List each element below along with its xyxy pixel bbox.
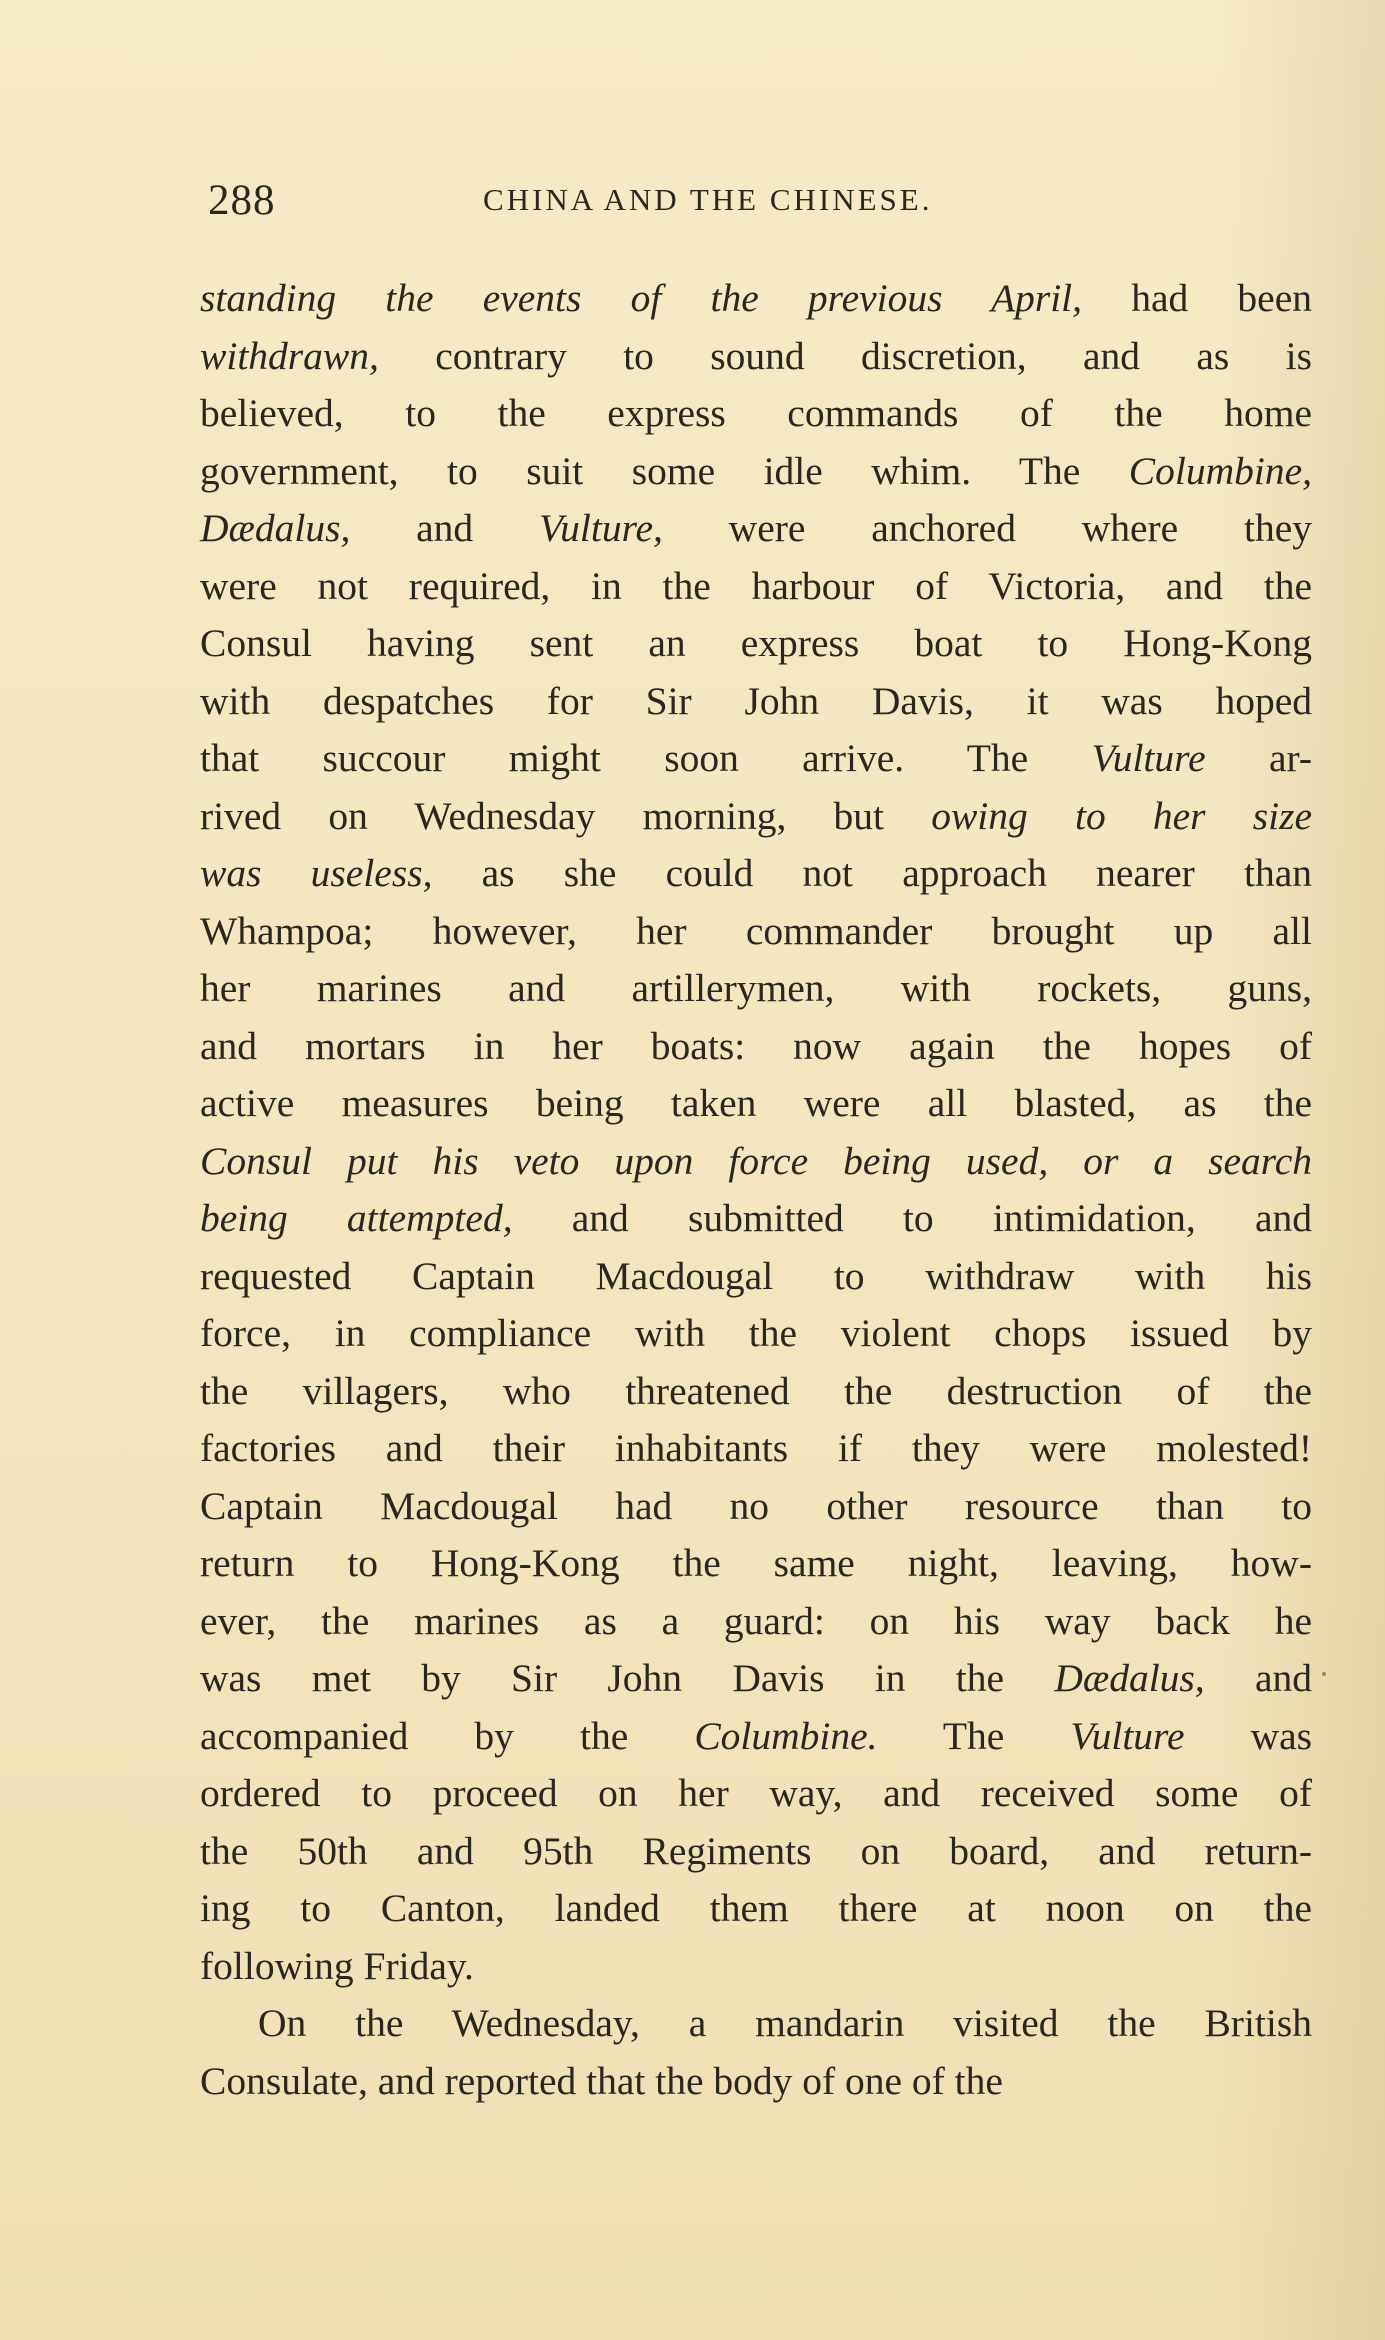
text-line [200, 2053, 1312, 2111]
text-span: factories and their inhabitants if they were molested! [200, 1426, 1312, 1470]
text-line [200, 845, 1312, 903]
text-span: and [1204, 1656, 1312, 1700]
text-line [200, 1075, 1312, 1133]
text-line [200, 1018, 1312, 1076]
text-span: contrary to sound discretion, and as is [378, 333, 1312, 378]
text-line [200, 960, 1312, 1018]
margin-mark [1322, 1672, 1326, 1676]
italic-text: Columbine. [694, 1713, 878, 1758]
italic-text: Vulture [1070, 1713, 1185, 1758]
text-span: that succour might soon arrive. The [200, 736, 1092, 780]
text-span: On the Wednesday, a mandarin visited the British [258, 2001, 1312, 2045]
text-line [200, 1478, 1312, 1536]
text-span: was met by Sir John Davis in the [200, 1656, 1055, 1700]
text-span: believed, to the express commands of the home [200, 391, 1312, 435]
text-span: ordered to proceed on her way, and received some of [200, 1771, 1312, 1815]
text-line [200, 788, 1312, 846]
text-line [200, 1133, 1312, 1191]
text-line [200, 270, 1312, 328]
text-line [200, 1650, 1312, 1708]
text-span: requested Captain Macdougal to withdraw with his [200, 1253, 1312, 1298]
text-span: her marines and artillerymen, with rockets, guns, [200, 966, 1312, 1010]
text-line [200, 1593, 1312, 1651]
text-line [200, 1535, 1312, 1593]
italic-text: Vulture [1091, 736, 1206, 780]
text-span: and [350, 506, 539, 550]
text-span: The [877, 1713, 1071, 1758]
text-span: with despatches for Sir John Davis, it was hoped [200, 678, 1312, 723]
text-line [200, 730, 1312, 788]
italic-text: Dædalus, [1054, 1656, 1205, 1700]
text-span: were anchored where they [662, 506, 1312, 550]
text-line [200, 1823, 1312, 1881]
italic-text: being attempted, [200, 1196, 513, 1240]
text-span: government, to suit some idle whim. The [200, 448, 1129, 493]
text-span: were not required, in the harbour of Victoria, and the [200, 563, 1312, 608]
italic-text: withdrawn, [200, 333, 379, 378]
text-span: had been [1082, 276, 1312, 320]
text-span: the villagers, who threatened the destruction of the [200, 1368, 1312, 1413]
text-span: was [1184, 1713, 1312, 1758]
italic-text: owing to her size [931, 793, 1312, 838]
text-span: and submitted to intimidation, and [512, 1196, 1312, 1240]
text-line [200, 1248, 1312, 1306]
text-span: ing to Canton, landed them there at noon on the [200, 1886, 1312, 1930]
italic-text: was useless, [200, 851, 433, 895]
text-span: rived on Wednesday morning, but [200, 793, 932, 838]
text-line [200, 1880, 1312, 1938]
text-line [200, 1938, 1312, 1996]
text-span: Captain Macdougal had no other resource than to [200, 1483, 1312, 1528]
italic-text: Vulture, [538, 506, 663, 550]
text-line [200, 903, 1312, 961]
text-span: Consul having sent an express boat to Hong-Kong [200, 621, 1312, 665]
text-line [200, 1305, 1312, 1363]
text-line [200, 328, 1312, 386]
running-title: CHINA AND THE CHINESE. [483, 182, 933, 217]
text-span: ever, the marines as a guard: on his way back he [200, 1598, 1312, 1643]
text-span: following Friday. [200, 1943, 474, 1988]
text-line [200, 385, 1312, 443]
text-span: return to Hong-Kong the same night, leaving, how- [200, 1541, 1312, 1585]
text-line [200, 1363, 1312, 1421]
body-text [200, 270, 1312, 2110]
italic-text: Consul put his veto upon force being used, or a search [200, 1138, 1312, 1183]
text-span: accompanied by the [200, 1713, 695, 1758]
text-line [200, 1190, 1312, 1248]
italic-text: Columbine, [1128, 448, 1312, 493]
page-number: 288 [208, 177, 276, 224]
text-line [200, 1420, 1312, 1478]
text-span: ar- [1205, 736, 1312, 780]
text-span: the 50th and 95th Regiments on board, and return- [200, 1828, 1312, 1873]
text-line [200, 443, 1312, 501]
text-line [200, 1995, 1312, 2053]
italic-text: standing the events of the previous April, [200, 276, 1083, 320]
text-line [200, 673, 1312, 731]
text-span: Consulate, and reported that the body of one of the [200, 2058, 1003, 2103]
text-span: active measures being taken were all blasted, as the [200, 1081, 1312, 1125]
text-span: as she could not approach nearer than [432, 851, 1313, 895]
text-span: force, in compliance with the violent chops issued by [200, 1311, 1312, 1355]
text-line [200, 1765, 1312, 1823]
text-line [200, 1708, 1312, 1766]
page-header [208, 176, 1138, 236]
italic-text: Dædalus, [200, 506, 351, 550]
text-line [200, 500, 1312, 558]
text-span: and mortars in her boats: now again the hopes of [200, 1023, 1312, 1068]
text-span: Whampoa; however, her commander brought up all [200, 908, 1312, 953]
text-line [200, 615, 1312, 673]
text-line [200, 558, 1312, 616]
